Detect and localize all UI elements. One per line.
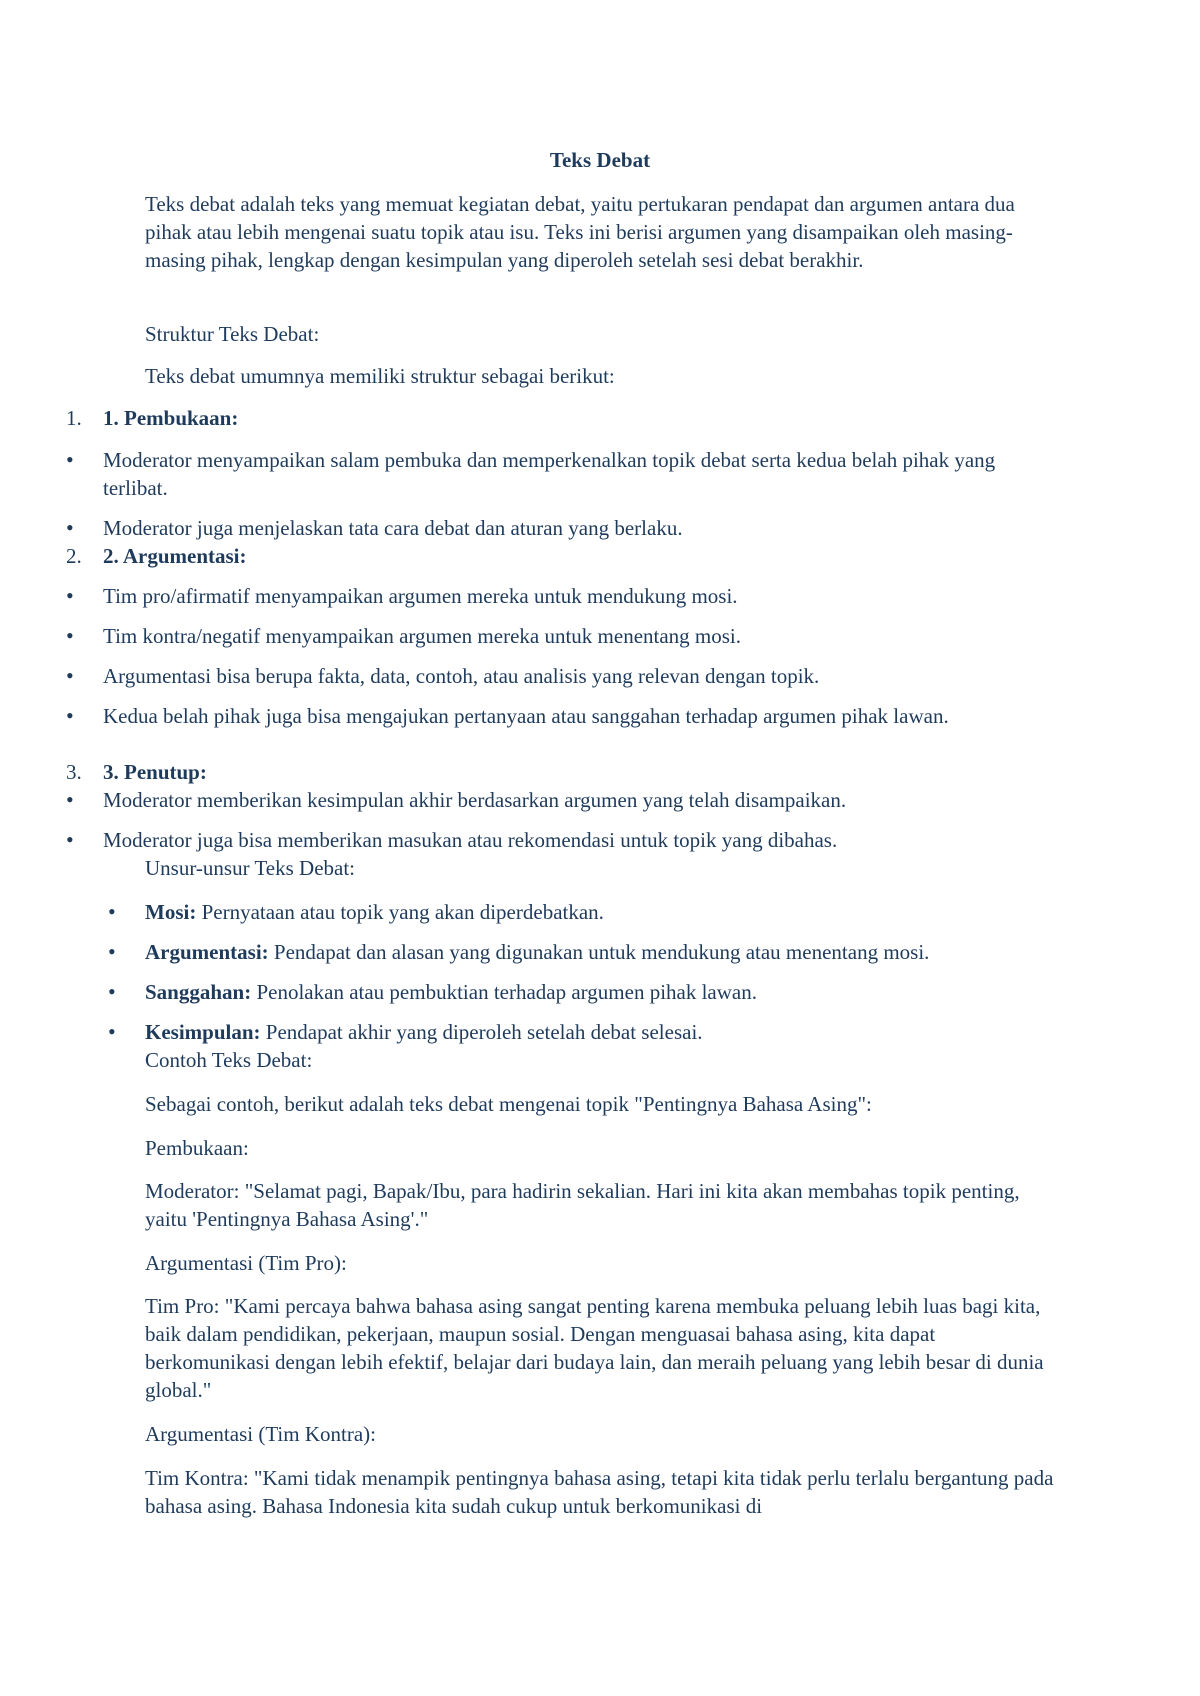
bullet-icon: • <box>66 787 74 812</box>
bullet-icon: • <box>66 515 74 540</box>
term-description: Pernyataan atau topik yang akan diperdebatkan. <box>196 900 604 924</box>
bullet-icon: • <box>66 827 74 852</box>
contra-text: Tim Kontra: "Kami tidak menampik pentingnya bahasa asing, tetapi kita tidak perlu terlalu bergantung pada bahasa asing. Bahasa Indonesia kita sudah cukup untuk berkomunikasi di <box>145 1466 1054 1518</box>
bullet-icon: • <box>66 703 74 728</box>
list-item-text: Kedua belah pihak juga bisa mengajukan pertanyaan atau sanggahan terhadap argumen pihak lawan. <box>103 704 949 728</box>
list-item-text <box>145 898 1065 926</box>
list-item-text: Moderator memberikan kesimpulan akhir berdasarkan argumen yang telah disampaikan. <box>103 788 847 812</box>
list-item <box>66 514 1056 542</box>
opening-text: Moderator: "Selamat pagi, Bapak/Ibu, para hadirin sekalian. Hari ini kita akan membahas topik penting, yaitu 'Pentingnya Bahasa Asing'." <box>145 1179 1020 1231</box>
elements-heading: Unsur-unsur Teks Debat: <box>145 856 356 880</box>
bullet-icon: • <box>108 1019 116 1044</box>
list-item <box>66 786 1056 814</box>
list-item-text: Moderator menyampaikan salam pembuka dan memperkenalkan topik debat serta kedua belah pihak yang terlibat. <box>103 448 996 500</box>
bullet-icon: • <box>66 663 74 688</box>
structure-heading: Struktur Teks Debat: <box>145 322 320 346</box>
opening-heading: Pembukaan: <box>145 1136 249 1160</box>
list-item <box>108 938 1068 966</box>
list-item <box>66 702 1056 730</box>
list-item-text: Tim pro/afirmatif menyampaikan argumen mereka untuk mendukung mosi. <box>103 584 738 608</box>
term-description: Pendapat dan alasan yang digunakan untuk mendukung atau menentang mosi. <box>268 940 930 964</box>
term-label: Mosi: <box>145 900 197 924</box>
term-description: Pendapat akhir yang diperoleh setelah debat selesai. <box>260 1020 703 1044</box>
example-heading: Contoh Teks Debat: <box>145 1048 313 1072</box>
list-item-text: Moderator juga bisa memberikan masukan atau rekomendasi untuk topik yang dibahas. <box>103 828 838 852</box>
term-description: Penolakan atau pembuktian terhadap argumen pihak lawan. <box>251 980 757 1004</box>
bullet-icon: • <box>108 939 116 964</box>
list-item-text: Argumentasi bisa berupa fakta, data, contoh, atau analisis yang relevan dengan topik. <box>103 664 820 688</box>
term-label: Argumentasi: <box>145 940 269 964</box>
list-item-text <box>145 1018 1065 1046</box>
list-item <box>66 446 1056 502</box>
pro-heading: Argumentasi (Tim Pro): <box>145 1251 347 1275</box>
list-item <box>108 978 1068 1006</box>
list-item <box>108 898 1068 926</box>
list-item <box>66 622 1056 650</box>
list-item <box>66 826 1056 854</box>
list-item <box>108 1018 1068 1046</box>
section-number: 1. <box>66 406 82 430</box>
structure-intro: Teks debat umumnya memiliki struktur sebagai berikut: <box>145 364 615 388</box>
pro-text: Tim Pro: "Kami percaya bahwa bahasa asing sangat penting karena membuka peluang lebih luas bagi kita, baik dalam pendidikan, pekerjaan, maupun sosial. Dengan menguasai bahasa asing, kita dapat berkomunikasi dengan lebih efektif, belajar dari budaya lain, dan meraih peluang yang lebih besar di dunia global." <box>145 1294 1044 1402</box>
list-item <box>66 662 1056 690</box>
contra-heading: Argumentasi (Tim Kontra): <box>145 1422 376 1446</box>
bullet-icon: • <box>66 447 74 472</box>
section-heading: 1. Pembukaan: <box>103 406 239 430</box>
list-item <box>66 582 1056 610</box>
section-number: 2. <box>66 544 82 568</box>
bullet-icon: • <box>108 979 116 1004</box>
term-label: Kesimpulan: <box>145 1020 261 1044</box>
example-intro: Sebagai contoh, berikut adalah teks debat mengenai topik "Pentingnya Bahasa Asing": <box>145 1092 872 1116</box>
list-item-text: Moderator juga menjelaskan tata cara debat dan aturan yang berlaku. <box>103 516 683 540</box>
list-item-text: Tim kontra/negatif menyampaikan argumen mereka untuk menentang mosi. <box>103 624 742 648</box>
term-label: Sanggahan: <box>145 980 252 1004</box>
section-heading: 2. Argumentasi: <box>103 544 247 568</box>
section-number: 3. <box>66 760 82 784</box>
section-heading: 3. Penutup: <box>103 760 207 784</box>
bullet-icon: • <box>108 899 116 924</box>
document-title: Teks Debat <box>549 148 651 172</box>
bullet-icon: • <box>66 583 74 608</box>
bullet-icon: • <box>66 623 74 648</box>
intro-paragraph: Teks debat adalah teks yang memuat kegiatan debat, yaitu pertukaran pendapat dan argumen antara dua pihak atau lebih mengenai suatu topik atau isu. Teks ini berisi argumen yang disampaikan oleh masing-masing pihak, lengkap dengan kesimpulan yang diperoleh setelah sesi debat berakhir. <box>145 192 1015 272</box>
list-item-text <box>145 978 1065 1006</box>
list-item-text <box>145 938 1065 966</box>
